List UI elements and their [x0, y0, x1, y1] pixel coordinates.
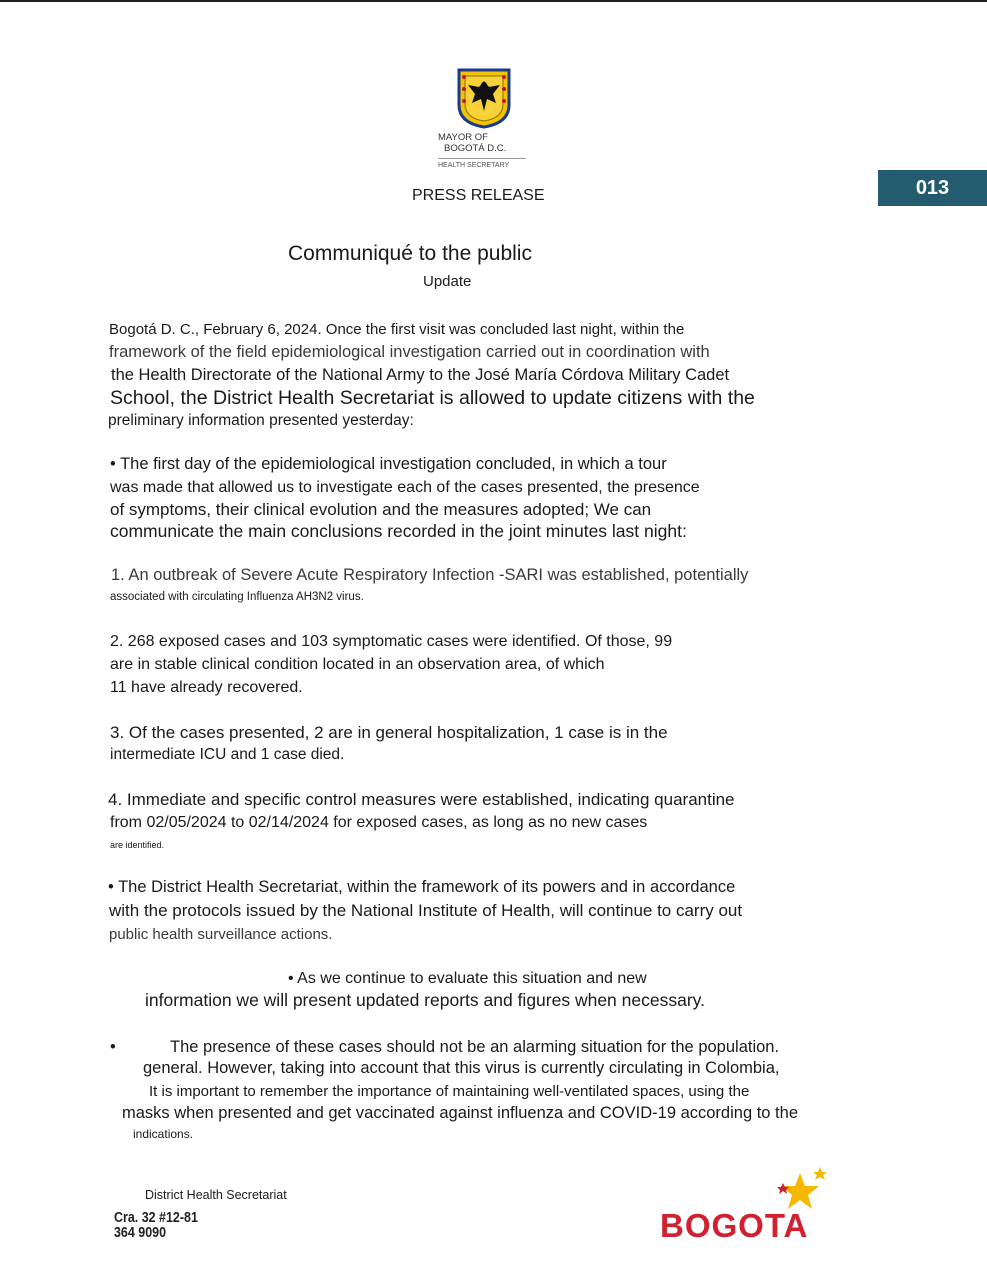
- body-line: It is important to remember the importance of maintaining well-ventilated spaces, using the: [149, 1083, 750, 1100]
- bullet-line: • The District Health Secretariat, within the framework of its powers and in accordance: [108, 878, 736, 896]
- body-line: with the protocols issued by the National Institute of Health, will continue to carry out: [109, 901, 743, 920]
- body-line: School, the District Health Secretariat is allowed to update citizens with the: [110, 387, 755, 409]
- body-line: associated with circulating Influenza AH3N2 virus.: [110, 591, 364, 603]
- body-line: preliminary information presented yesterday:: [108, 412, 414, 429]
- bogota-wordmark: BOGOTA: [660, 1207, 809, 1244]
- bullet-line: • The first day of the epidemiological investigation concluded, in which a tour: [110, 455, 667, 473]
- address-line: Cra. 32 #12-81: [114, 1210, 198, 1226]
- top-border: [0, 0, 987, 2]
- body-line: masks when presented and get vaccinated against influenza and COVID-19 according to the: [122, 1104, 798, 1122]
- body-line: Bogotá D. C., February 6, 2024. Once the first visit was concluded last night, within the: [109, 321, 685, 338]
- body-line: of symptoms, their clinical evolution and the measures adopted; We can: [110, 500, 652, 519]
- press-release-label: PRESS RELEASE: [412, 187, 545, 204]
- body-line: information we will present updated reports and figures when necessary.: [145, 990, 705, 1010]
- communique-number-tag: 013: [878, 170, 987, 206]
- body-line: communicate the main conclusions recorded in the joint minutes last night:: [110, 521, 687, 541]
- body-line: was made that allowed us to investigate each of the cases presented, the presence: [110, 479, 700, 496]
- body-line: intermediate ICU and 1 case died.: [110, 746, 345, 763]
- body-line: general. However, taking into account that this virus is currently circulating in Colombia,: [143, 1059, 780, 1077]
- page-title: Communiqué to the public: [288, 242, 532, 265]
- bogota-crest-icon: [456, 67, 512, 129]
- entity-line-2: BOGOTÁ D.C.: [444, 143, 507, 154]
- bogota-logo: [660, 1165, 835, 1255]
- body-line: 11 have already recovered.: [110, 679, 303, 696]
- bullet-line: • As we continue to evaluate this situation and new: [288, 970, 647, 987]
- bullet-line: The presence of these cases should not be an alarming situation for the population.: [170, 1038, 780, 1056]
- signoff: District Health Secretariat: [145, 1188, 287, 1202]
- issuing-entity: [438, 132, 526, 171]
- page-subtitle: Update: [423, 273, 472, 290]
- entity-line-3: HEALTH SECRETARY: [438, 158, 526, 171]
- body-line: are identified.: [110, 840, 165, 850]
- phone-line: 364 9090: [114, 1225, 167, 1241]
- list-item-4: 4. Immediate and specific control measures were established, indicating quarantine: [108, 790, 735, 809]
- body-line: public health surveillance actions.: [109, 926, 333, 943]
- body-line: indications.: [133, 1127, 194, 1141]
- body-line: the Health Directorate of the National Army to the José María Córdova Military Cadet: [111, 366, 730, 384]
- body-line: framework of the field epidemiological investigation carried out in coordination with: [109, 343, 710, 361]
- body-line: are in stable clinical condition located in an observation area, of which: [110, 656, 605, 673]
- bullet-marker: •: [110, 1038, 116, 1056]
- entity-line-1: MAYOR OF: [438, 132, 488, 143]
- contact-address: [114, 1211, 198, 1241]
- body-line: from 02/05/2024 to 02/14/2024 for exposed cases, as long as no new cases: [110, 814, 648, 831]
- list-item-2: 2. 268 exposed cases and 103 symptomatic cases were identified. Of those, 99: [110, 633, 673, 650]
- list-item-1: 1. An outbreak of Severe Acute Respiratory Infection -SARI was established, potentially: [111, 566, 749, 584]
- list-item-3: 3. Of the cases presented, 2 are in general hospitalization, 1 case is in the: [110, 723, 668, 742]
